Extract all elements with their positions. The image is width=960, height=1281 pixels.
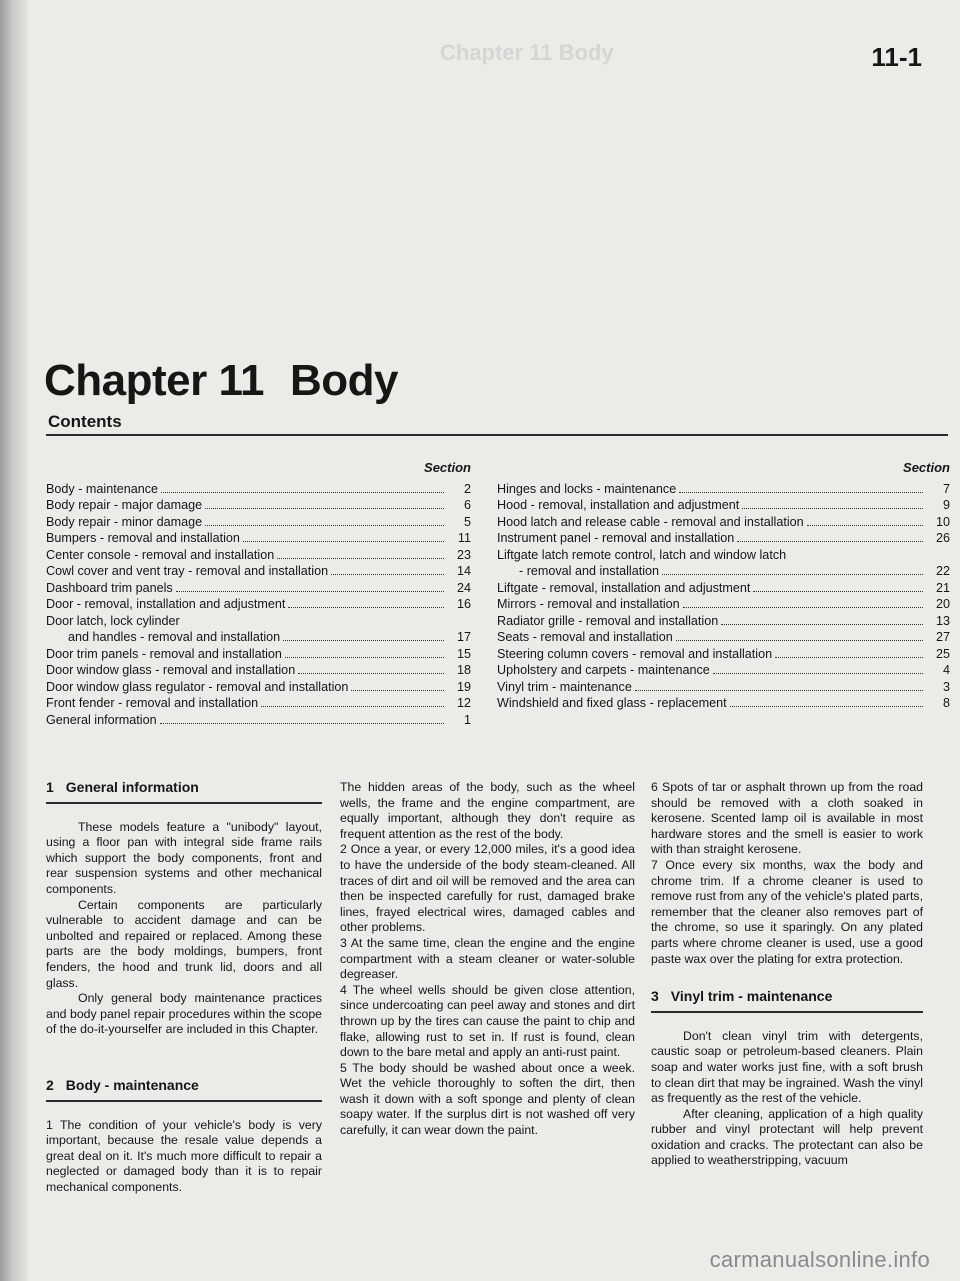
toc-leader-dots — [351, 690, 444, 691]
toc-entry-section-number: 6 — [463, 498, 471, 512]
toc-entry-label: Door latch, lock cylinder — [46, 613, 180, 628]
toc-entry — [46, 514, 471, 531]
toc-entry — [497, 580, 950, 597]
toc-entry-label: Body - maintenance — [46, 481, 159, 496]
section-title: General information — [65, 779, 199, 795]
toc-right-column — [497, 460, 950, 712]
toc-entry — [497, 530, 950, 547]
toc-entry — [46, 530, 471, 547]
paragraph: The hidden areas of the body, such as the wheel wells, the frame and the engine compartment, are equally important, although they don't require as frequent attention as the rest of the body. — [340, 780, 635, 841]
section-number: 2 — [46, 1076, 54, 1093]
toc-entry-label: Door window glass - removal and installation — [46, 663, 296, 677]
contents-heading: Contents — [48, 412, 122, 431]
toc-leader-dots — [205, 525, 444, 526]
toc-section-heading: Section — [424, 460, 471, 475]
toc-leader-dots — [160, 723, 444, 724]
toc-leader-dots — [635, 690, 923, 691]
toc-entry-section-number: 17 — [456, 630, 471, 644]
paragraph: 6 Spots of tar or asphalt thrown up from the road should be removed with a cloth soaked in kerosene. Scented lamp oil is available in most hardware stores and the smell is easier to work with than straight kerosene. — [651, 780, 923, 857]
toc-entry-label: Front fender - removal and installation — [46, 696, 259, 710]
toc-leader-dots — [713, 673, 923, 674]
paragraph: These models feature a "unibody" layout, using a floor pan with integral side frame rails which support the body components, front and rear suspension systems and other mechanical components. — [46, 819, 322, 896]
toc-section-heading: Section — [903, 460, 950, 475]
section-number: 1 — [46, 779, 54, 795]
text-column-3 — [651, 780, 923, 1169]
bleed-through-header: Chapter 11 Body — [440, 40, 614, 65]
toc-leader-dots — [753, 591, 923, 592]
toc-left-list — [46, 481, 471, 729]
toc-entry-section-number: 24 — [456, 580, 471, 595]
toc-entry-section-number: 12 — [456, 696, 471, 710]
toc-entry-section-number: 11 — [457, 531, 471, 545]
toc-entry-label: - removal and installation — [519, 564, 660, 578]
toc-entry-label: Hinges and locks - maintenance — [497, 481, 677, 496]
toc-leader-dots — [298, 673, 444, 674]
paragraph: Only general body maintenance practices and body panel repair procedures within the scope of the do-it-yourselfer are included in this Chapter. — [46, 991, 322, 1037]
toc-entry-section-number: 23 — [456, 547, 471, 562]
toc-entry — [497, 563, 950, 580]
toc-entry-label: Hood latch and release cable - removal and installation — [497, 514, 804, 529]
watermark: carmanualsonline.info — [709, 1247, 930, 1272]
toc-entry-label: Seats - removal and installation — [497, 630, 673, 644]
toc-entry — [497, 547, 950, 564]
toc-entry — [46, 662, 471, 679]
toc-entry-label: Dashboard trim panels — [46, 580, 173, 595]
paragraph: 4 The wheel wells should be given close attention, since undercoating can peel away and stones and dirt thrown up by the tires can cause the paint to chip and flake, allowing rust to set in. If rust is found, clean down to the bare metal and apply an anti-rust paint. — [340, 982, 635, 1060]
toc-leader-dots — [683, 607, 923, 608]
toc-entry-label: Cowl cover and vent tray - removal and installation — [46, 564, 329, 578]
paragraph: 7 Once every six months, wax the body and chrome trim. If a chrome cleaner is used to remove rust from any of the vehicle's plated parts, remember that the cleaner also removes part of the chrome, so use it sparingly. On any plated parts where chrome cleaner is used, use a good paste wax over the plating for extra protection. — [651, 857, 923, 966]
section-number: 3 — [651, 988, 659, 1005]
toc-leader-dots — [261, 706, 444, 707]
toc-entry-section-number: 7 — [942, 481, 950, 496]
toc-entry-label: Liftgate - removal, installation and adjustment — [497, 580, 751, 595]
toc-entry-section-number: 22 — [935, 564, 950, 578]
toc-leader-dots — [277, 558, 444, 559]
section-title: Vinyl trim - maintenance — [670, 988, 833, 1005]
toc-leader-dots — [807, 525, 923, 526]
toc-leader-dots — [161, 492, 444, 493]
toc-entry — [46, 580, 471, 597]
toc-entry — [46, 497, 471, 514]
toc-entry-label: Instrument panel - removal and installation — [497, 531, 735, 545]
toc-entry-label: and handles - removal and installation — [68, 630, 281, 644]
toc-entry-section-number: 19 — [456, 679, 471, 694]
toc-entry — [46, 679, 471, 696]
toc-entry-label: Upholstery and carpets - maintenance — [497, 663, 710, 677]
toc-entry — [497, 679, 950, 696]
chapter-label: Chapter 11 — [44, 356, 264, 405]
toc-entry-section-number: 13 — [935, 613, 950, 628]
paragraph: 3 At the same time, clean the engine and the engine compartment with a steam cleaner or water-soluble degreaser. — [340, 935, 635, 982]
toc-entry-section-number: 2 — [463, 481, 471, 496]
toc-right-list — [497, 481, 950, 712]
paragraph: After cleaning, application of a high quality rubber and vinyl protectant will help prevent oxidation and cracks. The protectant can also be applied to weatherstripping, vacuum — [651, 1106, 923, 1168]
toc-entry-label: Vinyl trim - maintenance — [497, 679, 632, 694]
toc-entry-label: Door window glass regulator - removal and installation — [46, 679, 349, 694]
toc-entry-label: Mirrors - removal and installation — [497, 597, 680, 611]
toc-entry-section-number: 20 — [935, 597, 950, 611]
section-title: Body - maintenance — [65, 1076, 199, 1093]
toc-entry-section-number: 4 — [942, 663, 950, 677]
toc-entry-section-number: 3 — [942, 679, 950, 694]
toc-entry-label: Bumpers - removal and installation — [46, 531, 240, 545]
toc-entry — [46, 613, 471, 630]
toc-leader-dots — [243, 541, 444, 542]
toc-entry — [497, 497, 950, 514]
toc-entry — [46, 481, 471, 498]
toc-leader-dots — [288, 607, 444, 608]
toc-entry — [497, 481, 950, 498]
toc-leader-dots — [721, 624, 923, 625]
toc-entry — [46, 646, 471, 663]
toc-entry-section-number: 10 — [935, 514, 950, 529]
paragraph: Don't clean vinyl trim with detergents, caustic soap or petroleum-based cleaners. Plain soap and water works just fine, with a soft brush to clean dirt that may be ingrained. Wash the vinyl as frequently as the rest of the vehicle. — [651, 1028, 923, 1106]
toc-entry-label: Door trim panels - removal and installation — [46, 646, 282, 661]
toc-entry-section-number: 16 — [456, 597, 471, 611]
toc-leader-dots — [331, 574, 444, 575]
toc-left-column — [46, 460, 471, 728]
paragraph: 5 The body should be washed about once a week. Wet the vehicle thoroughly to soften the dirt, then wash it down with a soft sponge and plenty of clean soapy water. If the surplus dirt is not washed off very carefully, it can wear down the paint. — [340, 1060, 635, 1138]
toc-entry — [497, 613, 950, 630]
toc-entry-label: Windshield and fixed glass - replacement — [497, 696, 727, 710]
toc-entry — [497, 629, 950, 646]
toc-leader-dots — [205, 508, 444, 509]
toc-entry-section-number: 27 — [935, 630, 950, 644]
toc-entry — [46, 712, 471, 729]
toc-entry-label: Steering column covers - removal and installation — [497, 646, 773, 661]
toc-leader-dots — [176, 591, 444, 592]
section-heading-body-maintenance — [46, 1078, 322, 1102]
toc-entry-section-number: 5 — [463, 514, 471, 529]
toc-entry-label: Body repair - major damage — [46, 498, 203, 512]
toc-entry-section-number: 9 — [942, 498, 950, 512]
toc-entry-section-number: 8 — [942, 696, 950, 710]
paragraph: Certain components are particularly vulnerable to accident damage and can be unbolted and repaired or replaced. Among these parts are the body moldings, bumpers, front fenders, the hood and trunk lid, doors and all glass. — [46, 897, 322, 990]
toc-entry-section-number: 26 — [935, 531, 950, 545]
toc-entry — [46, 547, 471, 564]
toc-entry — [497, 596, 950, 613]
toc-entry-section-number: 18 — [456, 663, 471, 677]
toc-leader-dots — [679, 492, 923, 493]
toc-leader-dots — [676, 640, 923, 641]
toc-entry-section-number: 15 — [456, 646, 471, 661]
toc-entry — [497, 514, 950, 531]
toc-leader-dots — [775, 657, 923, 658]
toc-entry-label: Door - removal, installation and adjustment — [46, 597, 286, 611]
toc-entry-section-number: 25 — [935, 646, 950, 661]
toc-entry-section-number: 1 — [463, 712, 471, 727]
toc-entry — [497, 695, 950, 712]
toc-entry-label: Radiator grille - removal and installation — [497, 613, 719, 628]
toc-leader-dots — [283, 640, 444, 641]
toc-leader-dots — [662, 574, 923, 575]
paragraph: 1 The condition of your vehicle's body is very important, because the resale value depends a great deal on it. It's much more difficult to repair a neglected or damaged body than it is to repair mechanical components. — [46, 1117, 322, 1194]
toc-entry — [497, 662, 950, 679]
toc-leader-dots — [730, 706, 923, 707]
toc-leader-dots — [737, 541, 923, 542]
toc-entry — [46, 695, 471, 712]
toc-entry-section-number: 14 — [456, 564, 471, 578]
toc-leader-dots — [285, 657, 444, 658]
page-binding-shadow — [0, 0, 28, 1281]
section-heading-general-information — [46, 780, 322, 804]
chapter-name: Body — [289, 356, 398, 405]
toc-entry-label: Body repair - minor damage — [46, 514, 203, 529]
toc-entry-label: Center console - removal and installation — [46, 547, 275, 562]
chapter-title — [44, 356, 398, 406]
toc-entry — [46, 629, 471, 646]
toc-entry-section-number: 21 — [935, 580, 950, 595]
text-column-1 — [46, 780, 322, 1195]
toc-entry-label: Liftgate latch remote control, latch and window latch — [497, 547, 787, 562]
toc-entry — [497, 646, 950, 663]
toc-leader-dots — [742, 508, 923, 509]
toc-entry-label: General information — [46, 712, 157, 727]
page-number: 11-1 — [871, 42, 922, 72]
toc-entry — [46, 596, 471, 613]
section-heading-vinyl-trim — [651, 989, 923, 1013]
toc-entry-label: Hood - removal, installation and adjustment — [497, 498, 740, 512]
contents-top-rule — [46, 434, 948, 436]
text-column-2 — [340, 780, 635, 1139]
paragraph: 2 Once a year, or every 12,000 miles, it's a good idea to have the underside of the body steam-cleaned. All traces of dirt and oil will be removed and the area can then be inspected carefully for rust, damaged brake lines, frayed electrical wires, damaged cables and other problems. — [340, 842, 635, 935]
toc-entry — [46, 563, 471, 580]
